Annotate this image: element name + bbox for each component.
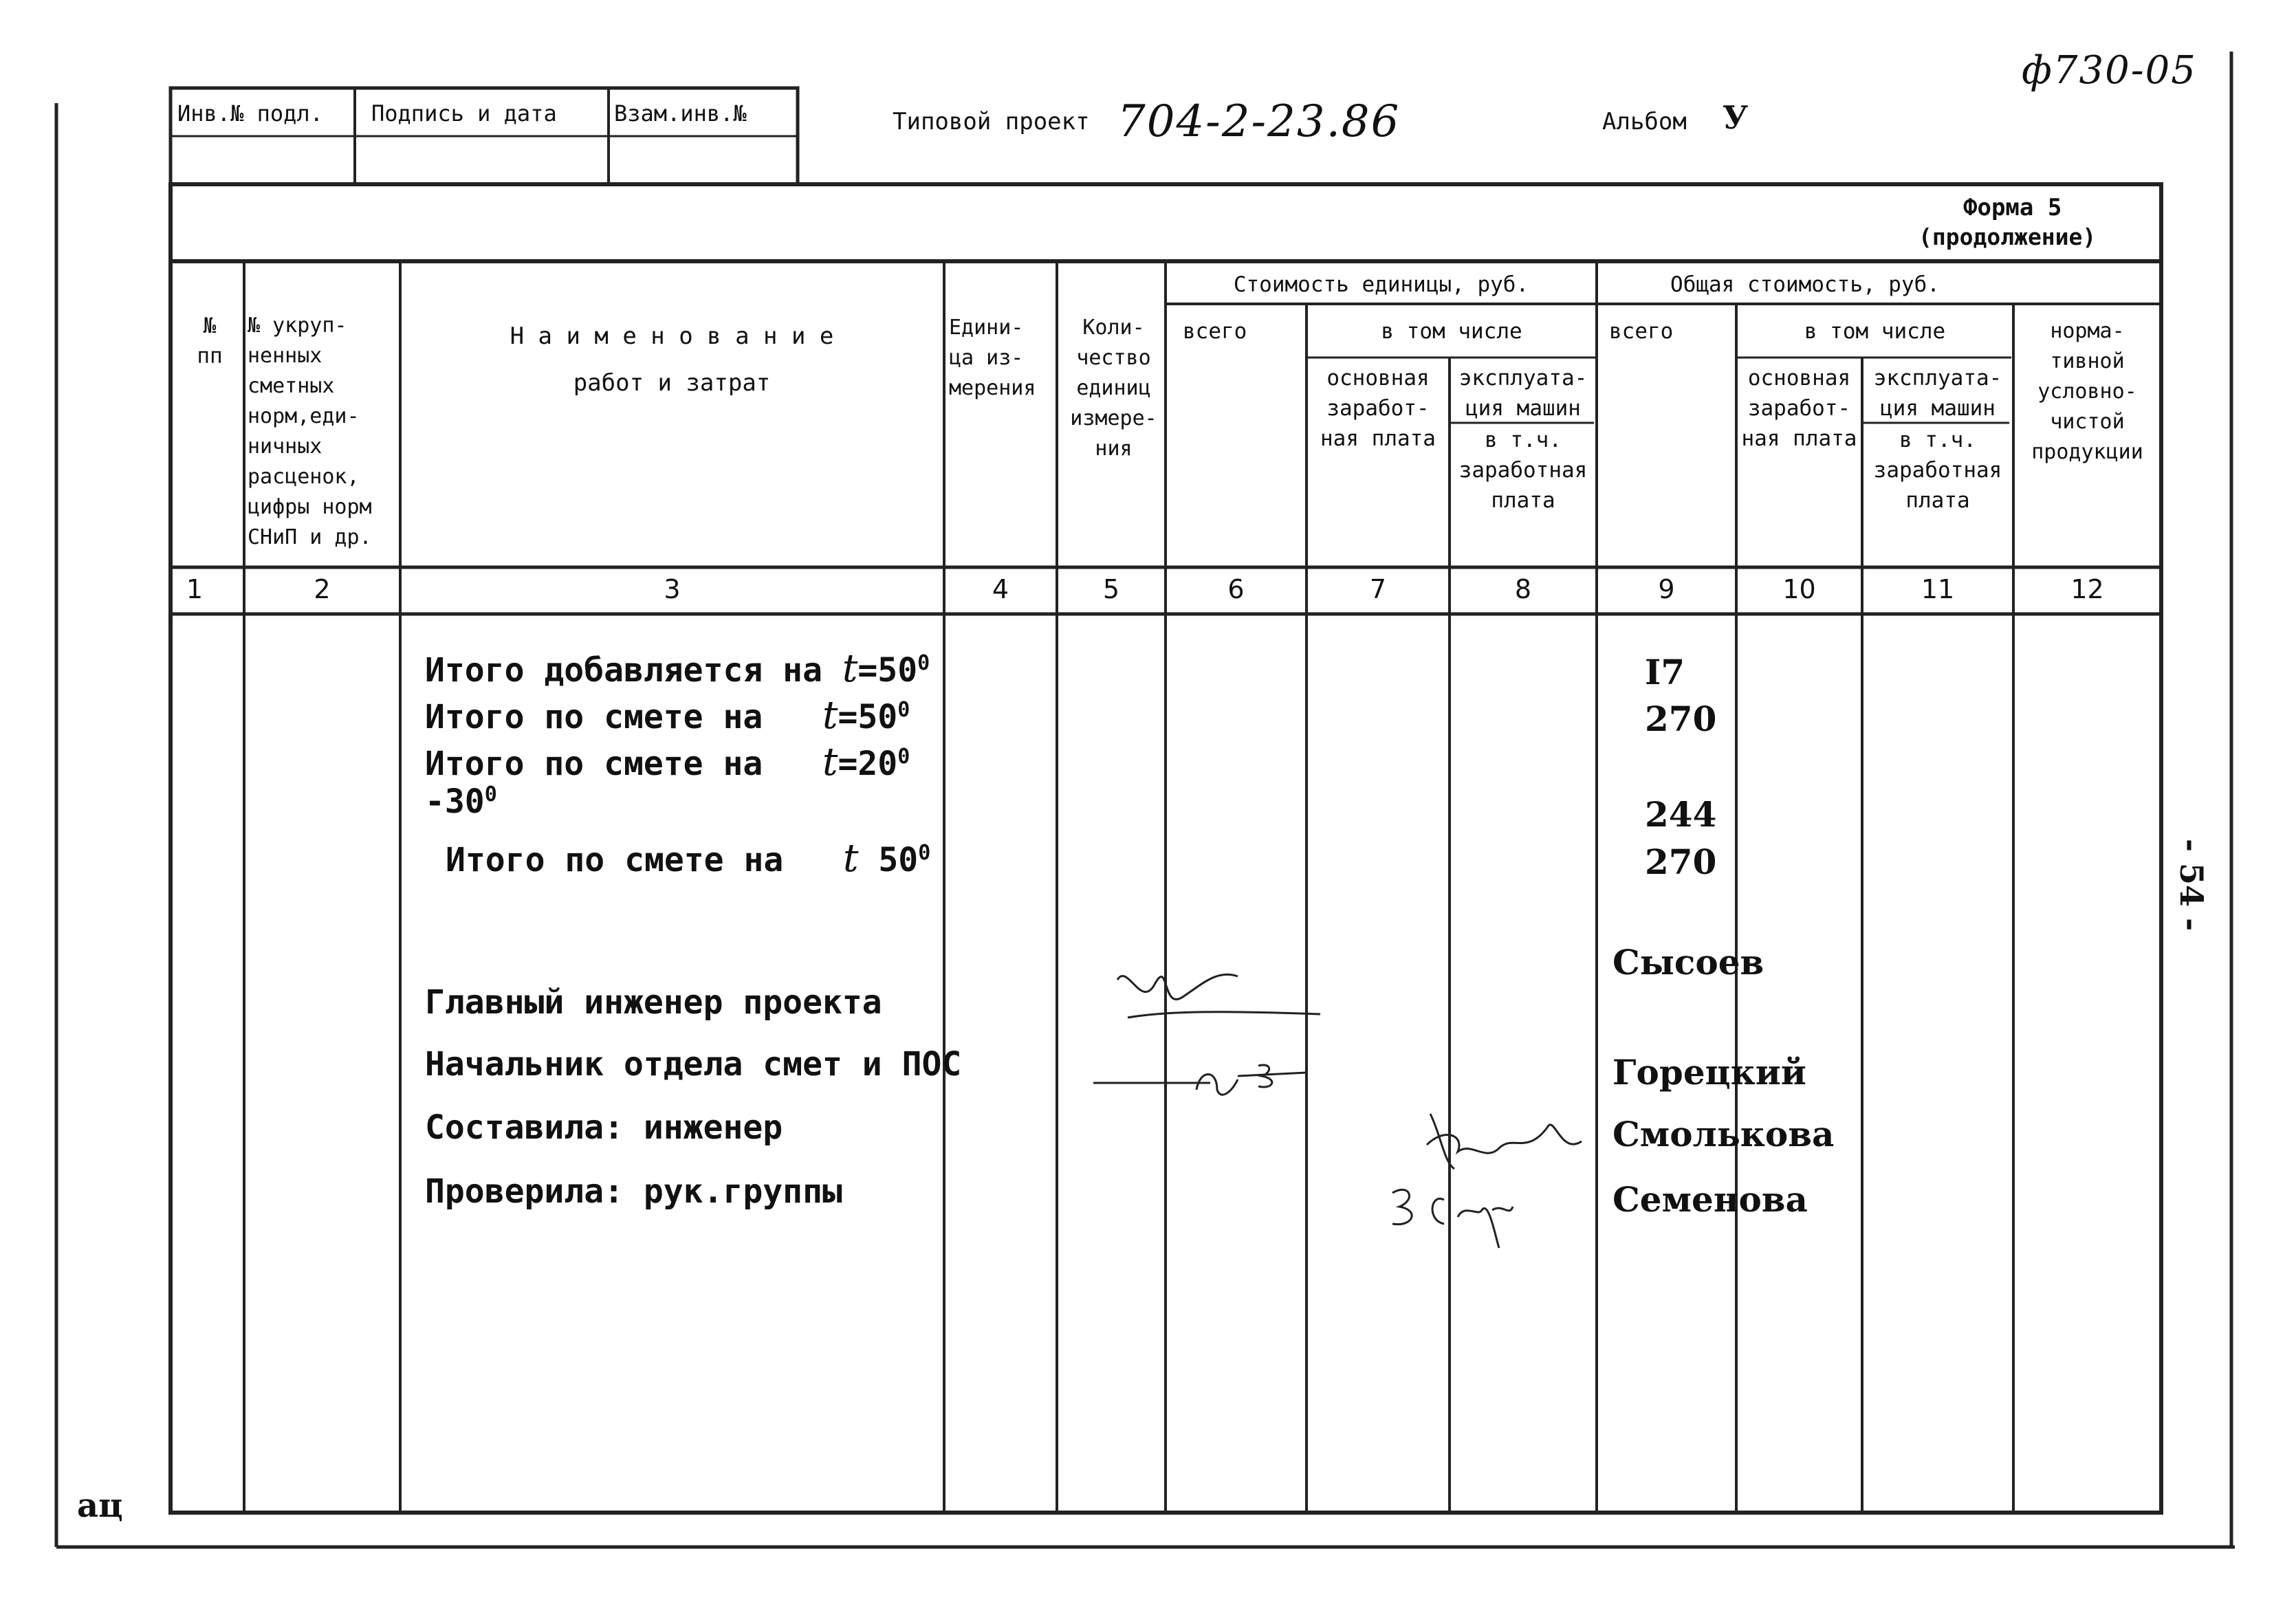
project-number: 704-2-23.86 — [1117, 96, 1401, 147]
col-number: 4 — [992, 574, 1009, 604]
col3-header: Н а и м е н о в а н и е работ и затрат — [510, 322, 834, 397]
album-value: У — [1723, 99, 1749, 136]
row-value: 244 — [1645, 794, 1717, 835]
total-expl-header: эксплуата- ция машин — [1873, 366, 2002, 421]
row-value: 270 — [1645, 842, 1717, 882]
page-number: - 54 - — [2173, 838, 2211, 932]
form-subtitle: (продолжение) — [1918, 223, 2097, 250]
table-row: Итого по смете на $t=20^0$ — [425, 740, 910, 784]
signature-role: Проверила: рук.группы — [425, 1172, 842, 1211]
total-osn-zp-header: основная заработ- ная плата — [1741, 366, 1857, 451]
corner-mark: ац — [77, 1486, 123, 1525]
document-code: ф730-05 — [2022, 48, 2197, 93]
col-number: 3 — [664, 574, 681, 604]
unit-cost-header: Стоимость единицы, руб. — [1233, 272, 1529, 297]
col-number: 6 — [1227, 574, 1245, 604]
unit-osn-zp-header: основная заработ- ная плата — [1320, 366, 1436, 451]
total-vtom-header: в том числе — [1804, 319, 1946, 344]
form-title: Форма 5 — [1963, 194, 2062, 221]
col4-header: Едини- ца из- мерения — [949, 316, 1036, 400]
stamp-vzam-label: Взам.инв.№ — [614, 100, 747, 127]
col-number: 8 — [1514, 574, 1532, 604]
norm-header: норма- тивной условно- чистой продукции — [2031, 319, 2143, 464]
signature-role: Начальник отдела смет и ПОС — [425, 1045, 962, 1084]
col-number: 11 — [1921, 574, 1955, 604]
col-number: 12 — [2070, 574, 2104, 604]
unit-vsego-header: всего — [1183, 319, 1247, 344]
row-value: I7 — [1645, 652, 1685, 692]
total-vsego-header: всего — [1609, 319, 1674, 344]
unit-vtom-header: в том числе — [1381, 319, 1522, 344]
table-row: $-30^0$ — [425, 782, 497, 821]
signature-name: Семенова — [1612, 1179, 1808, 1220]
row-value: 270 — [1645, 699, 1717, 739]
table-row: Итого по смете на $t=50^0$ — [425, 693, 910, 738]
unit-vtch-header: в т.ч. заработная плата — [1458, 428, 1588, 513]
album-label: Альбом — [1602, 108, 1687, 135]
col5-header: Коли- чество единиц измере- ния — [1070, 316, 1157, 461]
unit-expl-header: эксплуата- ция машин — [1458, 366, 1588, 421]
col-number: 9 — [1658, 574, 1675, 604]
signature-role: Главный инженер проекта — [425, 983, 882, 1022]
signature-role: Составила: инженер — [425, 1108, 783, 1147]
col-number: 1 — [186, 574, 204, 604]
stamp-sign-label: Подпись и дата — [371, 100, 557, 127]
col-number: 2 — [314, 574, 331, 604]
total-cost-header: Общая стоимость, руб. — [1670, 272, 1940, 297]
table-row: Итого добавляется на $t=50^0$ — [425, 646, 930, 691]
col-number: 7 — [1369, 574, 1387, 604]
project-label: Типовой проект — [893, 108, 1090, 135]
stamp-inv-label: Инв.№ подл. — [177, 100, 323, 127]
signature-name: Смолькова — [1612, 1114, 1835, 1154]
signature-name: Горецкий — [1612, 1052, 1806, 1093]
col1-header: № пп — [197, 314, 223, 369]
signature-name: Сысоев — [1612, 942, 1764, 983]
total-vtch-header: в т.ч. заработная плата — [1873, 428, 2002, 513]
table-row: Итого по смете на t $50^0$ — [446, 836, 931, 881]
col-number: 5 — [1102, 574, 1120, 604]
col-number: 10 — [1782, 574, 1816, 604]
col2-header: № укруп- ненных сметных норм,еди- ничных расценок, цифры норм СНиП и др. — [248, 314, 372, 549]
